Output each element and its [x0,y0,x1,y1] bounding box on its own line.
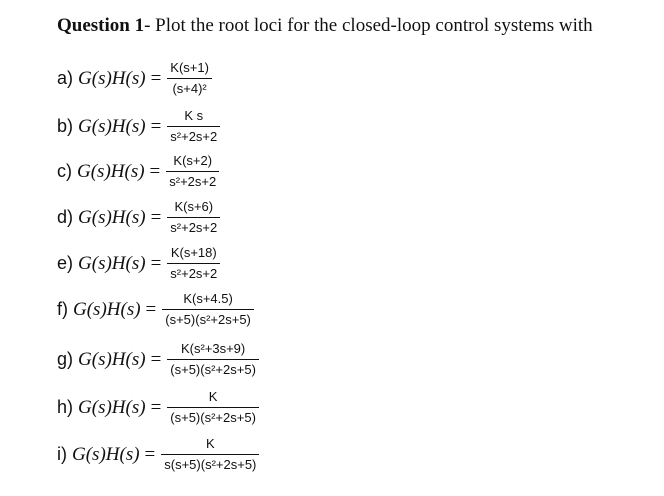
fraction [167,389,259,426]
transfer-function-symbol: G(s)H(s) [78,206,146,228]
transfer-function-symbol: G(s)H(s) [73,298,141,320]
equation-d [57,199,220,236]
equation-c [57,153,219,190]
denominator: (s+5)(s²+2s+5) [170,410,256,425]
numerator: K(s+4.5) [162,291,254,310]
equation-label: b) [57,116,74,136]
transfer-function-symbol: G(s)H(s) [78,396,146,418]
equals-sign: = [144,443,156,465]
numerator: K [167,389,259,408]
fraction [167,108,220,145]
equals-sign: = [149,160,161,182]
equals-sign: = [150,252,162,274]
denominator: s(s+5)(s²+2s+5) [164,457,257,472]
fraction [167,341,259,378]
transfer-function-symbol: G(s)H(s) [78,67,146,89]
equation-label: c) [57,161,72,181]
denominator: s²+2s+2 [170,129,218,144]
denominator: (s+5)(s²+2s+5) [170,362,256,377]
equation-label: d) [57,207,74,227]
fraction [167,245,220,282]
numerator: K(s²+3s+9) [167,341,259,360]
fraction [161,436,259,473]
equation-label: i) [57,444,67,464]
denominator: s²+2s+2 [169,174,217,189]
denominator: (s+5)(s²+2s+5) [165,312,251,327]
equation-a [57,60,212,97]
equals-sign: = [150,396,162,418]
equation-g [57,341,259,378]
fraction [167,199,220,236]
equation-f [57,291,254,328]
equation-b [57,108,220,145]
transfer-function-symbol: G(s)H(s) [78,252,146,274]
equals-sign: = [150,206,162,228]
numerator: K(s+6) [167,199,220,218]
denominator: (s+4)² [172,81,207,96]
equals-sign: = [150,67,162,89]
transfer-function-symbol: G(s)H(s) [78,115,146,137]
numerator: K(s+18) [167,245,220,264]
fraction [162,291,254,328]
numerator: K(s+1) [167,60,212,79]
numerator: K s [167,108,220,127]
equation-label: a) [57,68,74,88]
fraction [167,60,212,97]
transfer-function-symbol: G(s)H(s) [77,160,145,182]
fraction [166,153,219,190]
numerator: K [161,436,259,455]
denominator: s²+2s+2 [170,266,218,281]
equation-label: h) [57,397,74,417]
equals-sign: = [150,348,162,370]
equation-label: e) [57,253,74,273]
denominator: s²+2s+2 [170,220,218,235]
equation-h [57,389,259,426]
equation-e [57,245,220,282]
question-heading [57,14,593,38]
transfer-function-symbol: G(s)H(s) [72,443,140,465]
equation-i [57,436,259,473]
equation-label: g) [57,349,74,369]
equation-label: f) [57,299,68,319]
equals-sign: = [150,115,162,137]
question-text: - Plot the root loci for the closed-loop control systems with [144,15,593,36]
numerator: K(s+2) [166,153,219,172]
equals-sign: = [145,298,157,320]
question-number: Question 1 [57,15,145,36]
transfer-function-symbol: G(s)H(s) [78,348,146,370]
